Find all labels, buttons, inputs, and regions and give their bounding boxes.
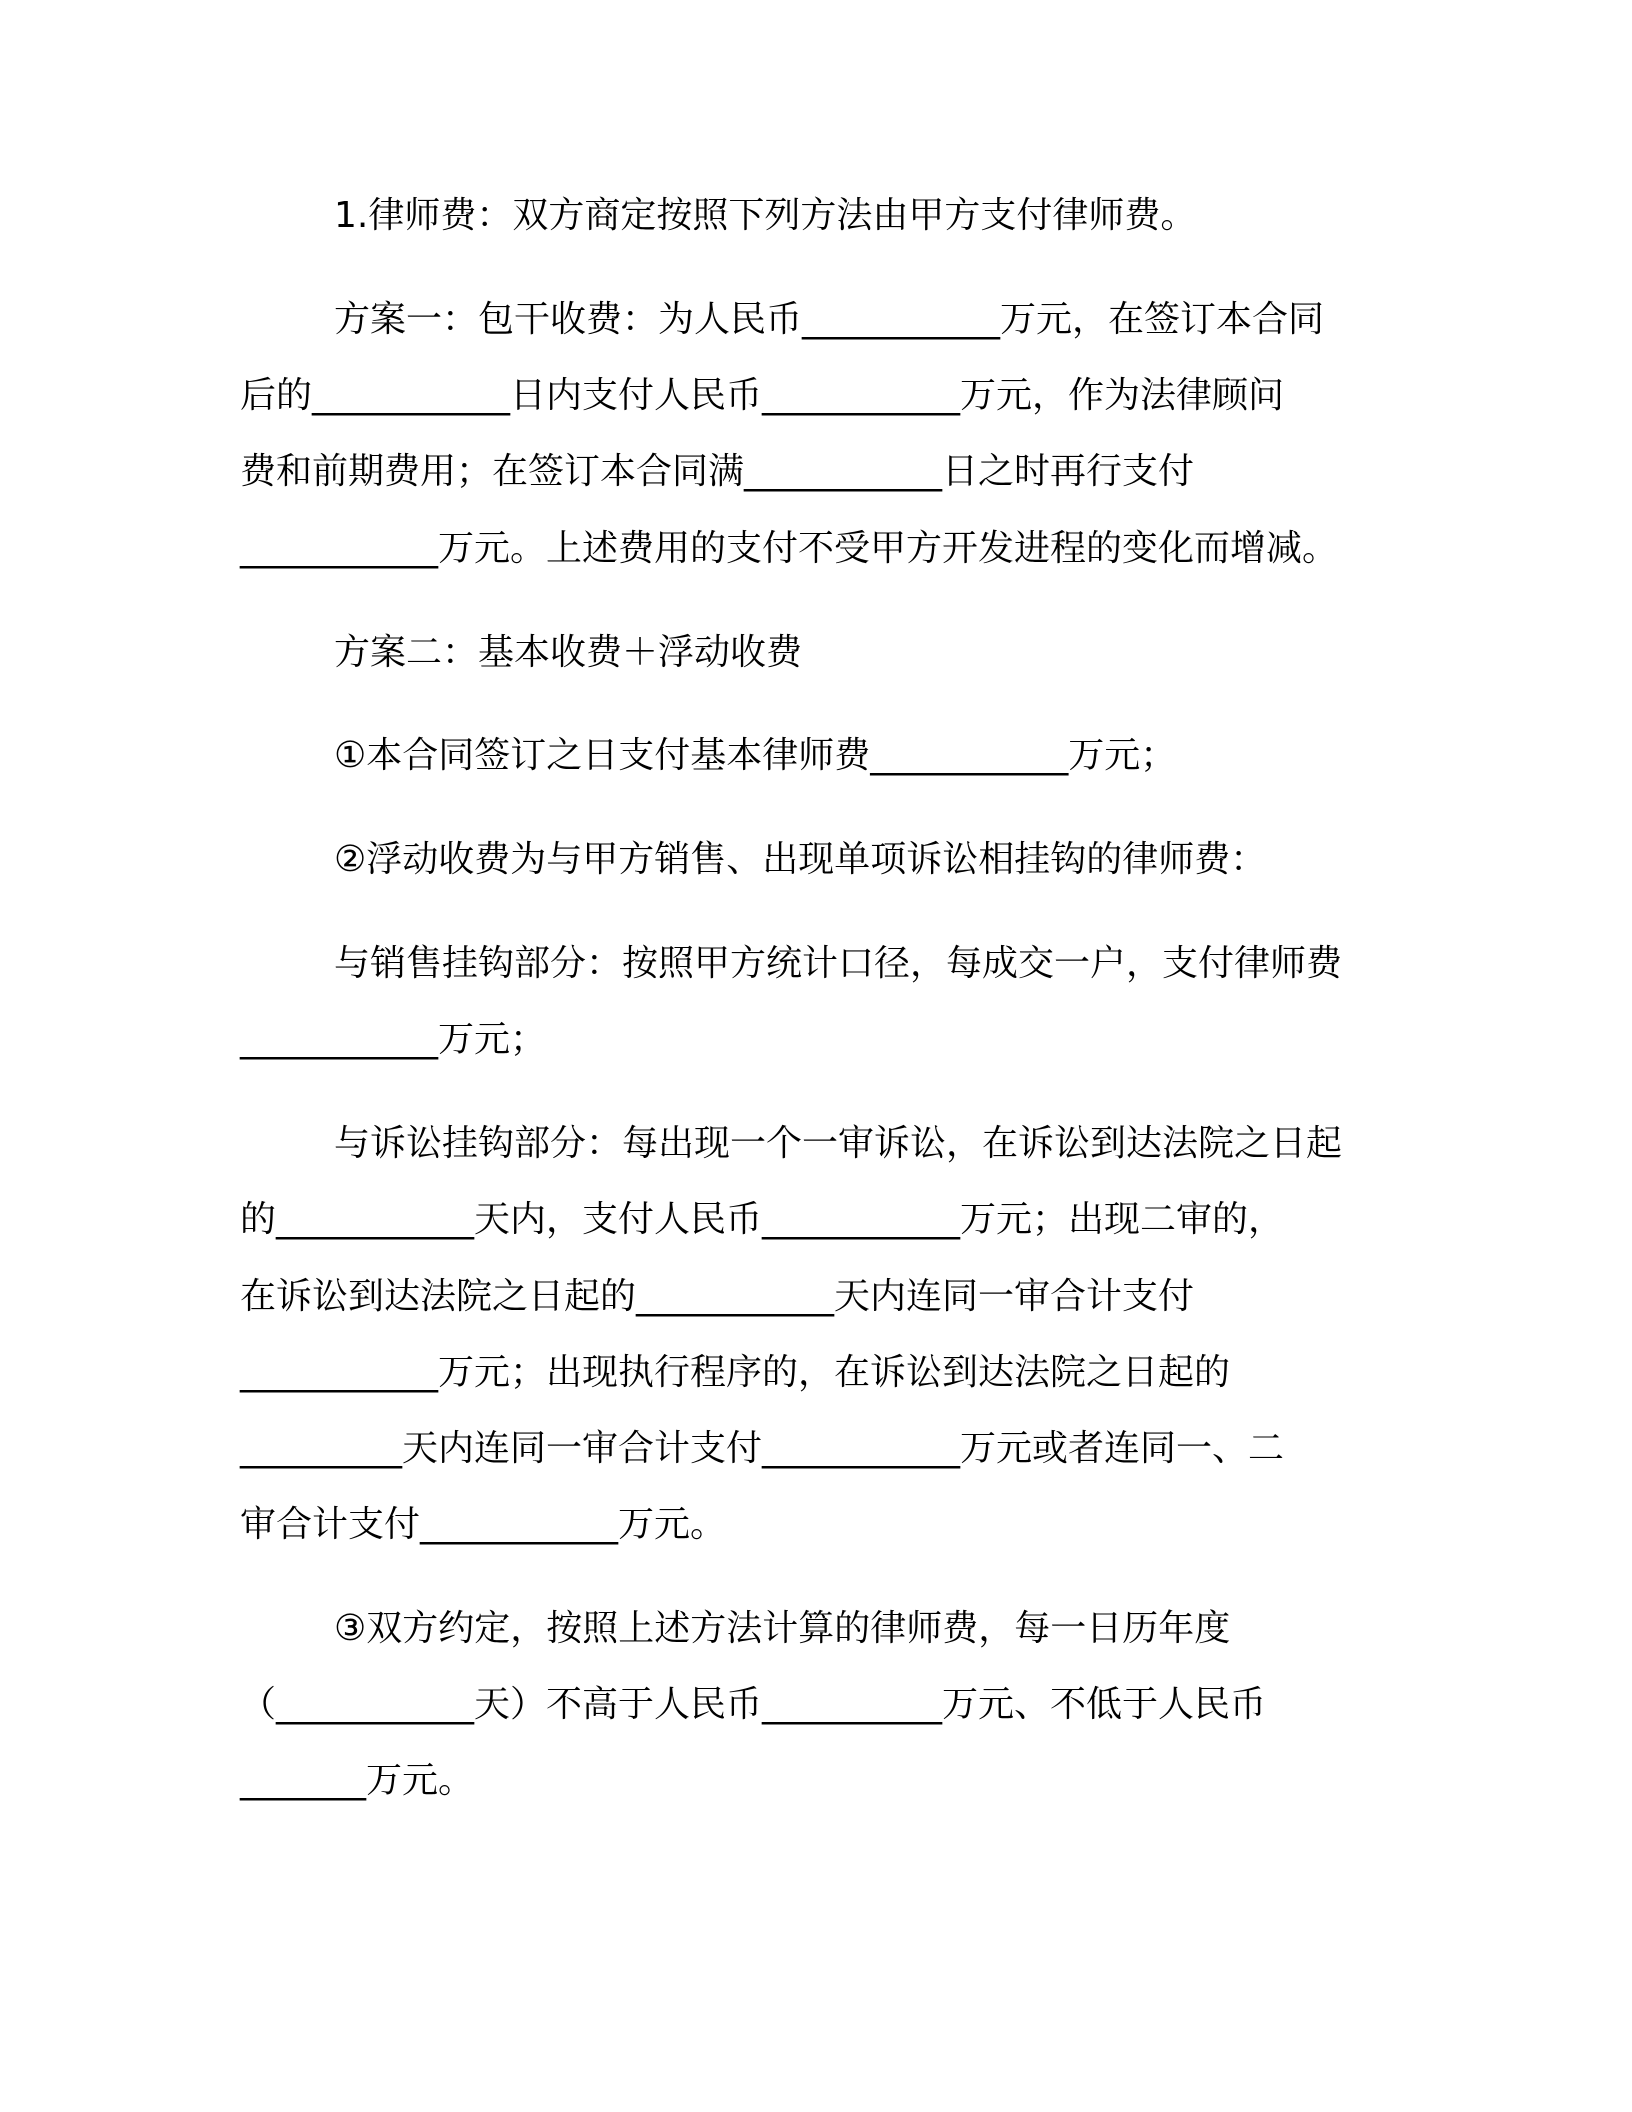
- clause-1: ①本合同签订之日支付基本律师费___________万元；: [334, 735, 1177, 776]
- clause-3-line-1: ③双方约定，按照上述方法计算的律师费，每一日历年度: [334, 1608, 1231, 1649]
- plan-two-heading: 方案二：基本收费＋浮动收费: [334, 632, 803, 673]
- clause-2: ②浮动收费为与甲方销售、出现单项诉讼相挂钩的律师费：: [334, 839, 1267, 880]
- litigation-linked-line-1: 与诉讼挂钩部分：每出现一个一审诉讼，在诉讼到达法院之日起: [334, 1123, 1343, 1164]
- sales-linked-line-2: ___________万元；: [240, 1019, 547, 1060]
- litigation-linked-line-2: 的___________天内，支付人民币___________万元；出现二审的，: [240, 1199, 1285, 1240]
- litigation-linked-line-6: 审合计支付___________万元。: [240, 1504, 727, 1545]
- litigation-linked-line-4: ___________万元；出现执行程序的，在诉讼到达法院之日起的: [240, 1352, 1231, 1393]
- clause-3-line-2: （___________天）不高于人民币__________万元、不低于人民币: [240, 1684, 1267, 1725]
- plan-one-line-4: ___________万元。上述费用的支付不受甲方开发进程的变化而增减。: [240, 528, 1339, 569]
- sales-linked-line-1: 与销售挂钩部分：按照甲方统计口径，每成交一户，支付律师费: [334, 943, 1343, 984]
- clause-3-line-3: _______万元。: [240, 1760, 475, 1801]
- litigation-linked-line-5: _________天内连同一审合计支付___________万元或者连同一、二: [240, 1428, 1285, 1469]
- plan-one-line-1: 方案一：包干收费：为人民币___________万元，在签订本合同: [334, 299, 1325, 340]
- plan-one-line-2: 后的___________日内支付人民币___________万元，作为法律顾问: [240, 375, 1285, 416]
- fee-heading: 1.律师费：双方商定按照下列方法由甲方支付律师费。: [334, 195, 1197, 236]
- plan-one-line-3: 费和前期费用；在签订本合同满___________日之时再行支付: [240, 451, 1195, 492]
- litigation-linked-line-3: 在诉讼到达法院之日起的___________天内连同一审合计支付: [240, 1276, 1195, 1317]
